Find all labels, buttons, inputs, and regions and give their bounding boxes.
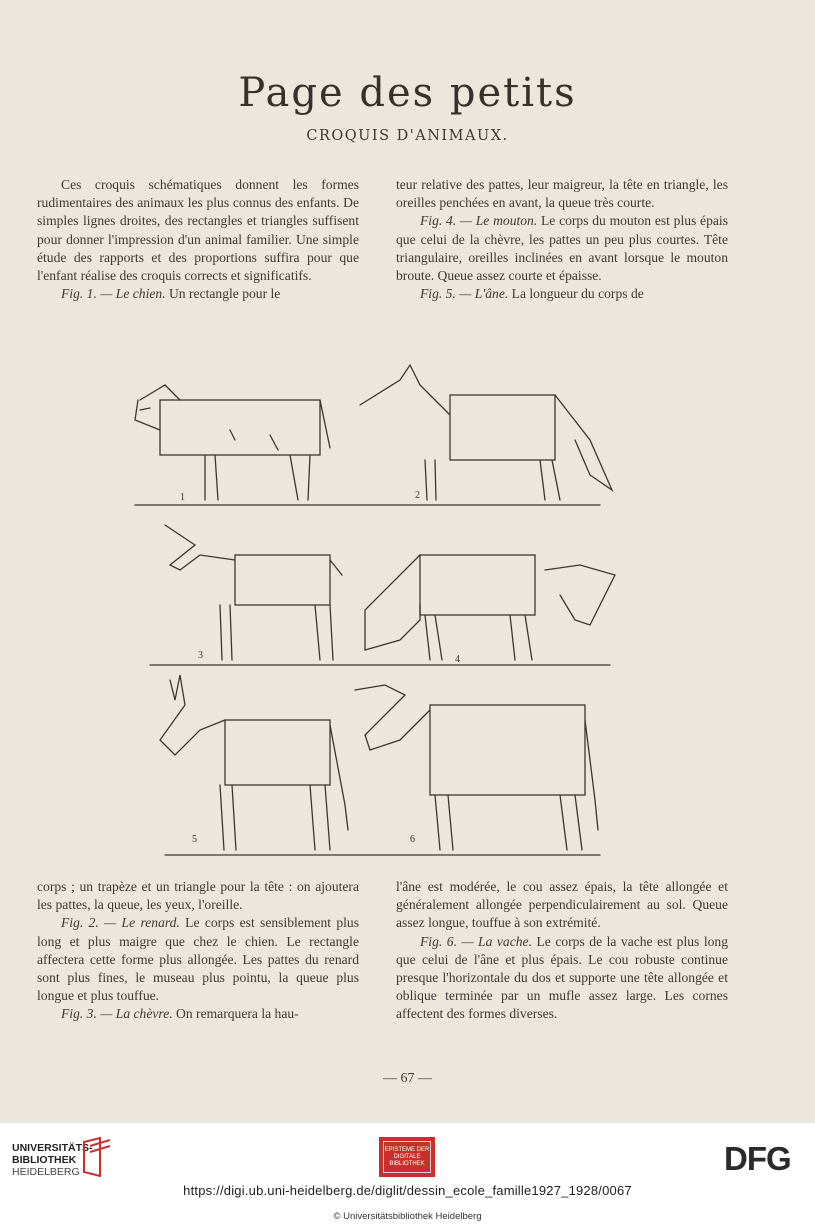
text-column-4 xyxy=(396,878,728,1024)
paragraph-fig1-cont: corps ; un trapèze et un triangle pour la tête : on ajoutera les pattes, la queue, les yeux, l'oreille. xyxy=(37,879,359,913)
dog-sketch xyxy=(135,385,330,500)
fig6-caption-label: Fig. 6. — La vache. xyxy=(420,933,532,949)
fig6-caption-text: Le corps de la vache est plus long que celui de l'âne et plus épais. Le cou robuste continue presque l'horizontale du dos et supporte une tête allongée et oblique terminée par un mufle assez large. Les cornes affectent des formes diverses. xyxy=(396,933,729,1022)
figure-label-2: 2 xyxy=(415,490,420,501)
paragraph-fig3-cont: teur relative des pattes, leur maigreur, la tête en triangle, les oreilles penchées en avant, la queue très courte. xyxy=(396,177,728,211)
page-number: — 67 — xyxy=(383,1071,432,1086)
library-name-line3: HEIDELBERG xyxy=(12,1166,80,1178)
paragraph-fig3 xyxy=(37,1005,359,1023)
fig4-caption-text: Le corps du mouton est plus épais que celui de la chèvre, les pattes un peu plus courtes. Tête triangulaire, oreilles inclinées en avant lorsque le mouton broute. Queue assez courte et épaisse. xyxy=(396,213,728,284)
fig1-caption-text: Un rectangle pour le xyxy=(165,286,281,302)
fox-sketch xyxy=(360,365,612,500)
paragraph-fig1 xyxy=(37,285,359,303)
library-name-line1: UNIVERSITÄTS- xyxy=(12,1142,93,1154)
dfg-logo[interactable]: DFG xyxy=(724,1140,791,1177)
page-subtitle: CROQUIS D'ANIMAUX. xyxy=(306,128,509,144)
figure-label-4: 4 xyxy=(455,654,460,665)
page-title: Page des petits xyxy=(238,70,577,116)
project-logo-line3: BIBLIOTHEK xyxy=(389,1160,425,1167)
figure-label-6: 6 xyxy=(410,834,415,845)
fig1-caption-label: Fig. 1. — Le chien. xyxy=(61,286,166,302)
copyright-notice: © Universitätsbibliothek Heidelberg xyxy=(333,1211,482,1222)
text-column-3 xyxy=(37,878,359,1024)
fig3-caption-text: On remarquera la hau- xyxy=(172,1006,299,1022)
permalink-url[interactable]: https://digi.ub.uni-heidelberg.de/diglit/dessin_ecole_famille1927_1928/0067 xyxy=(183,1183,632,1198)
cow-sketch xyxy=(355,685,598,850)
fig5-caption-text: La longueur du corps de xyxy=(508,286,644,302)
project-logo[interactable] xyxy=(379,1137,435,1177)
figure-label-5: 5 xyxy=(192,834,197,845)
fig2-caption-label: Fig. 2. — Le renard. xyxy=(61,915,180,931)
text-column-1 xyxy=(37,176,359,303)
animal-sketches-figure xyxy=(120,360,620,860)
paragraph-fig5 xyxy=(396,285,728,303)
goat-sketch xyxy=(165,525,342,660)
library-name-line2: BIBLIOTHEK xyxy=(12,1154,77,1166)
text-column-2 xyxy=(396,176,728,303)
fig5-caption-label: Fig. 5. — L'âne. xyxy=(420,286,509,302)
paragraph-fig2 xyxy=(37,914,359,1005)
project-logo-line1: EPISTEME DER xyxy=(384,1146,430,1153)
figure-label-3: 3 xyxy=(198,650,203,661)
paragraph-intro: Ces croquis schématiques donnent les formes rudimentaires des animaux les plus connus des enfants. De simples lignes droites, des rectangles et triangles suffisent pour donner l'impression d'un animal familier. Une simple étude des rapports et des proportions suffira pour que l'enfant réalise des croquis corrects et significatifs. xyxy=(37,177,359,284)
project-logo-line2: DIGITALE xyxy=(393,1153,421,1160)
paragraph-fig6 xyxy=(396,933,728,1024)
project-logo-frame xyxy=(383,1141,431,1173)
paragraph-fig4 xyxy=(396,212,728,285)
donkey-sketch xyxy=(160,675,348,850)
figure-label-1: 1 xyxy=(180,492,185,503)
library-logo-icon[interactable] xyxy=(80,1136,114,1178)
fig3-caption-label: Fig. 3. — La chèvre. xyxy=(61,1006,173,1022)
fig4-caption-label: Fig. 4. — Le mouton. xyxy=(420,213,538,229)
paragraph-fig5-cont: l'âne est modérée, le cou assez épais, la tête allongée et généralement allongée perpendiculairement au sol. Queue assez longue, touffue à son extrémité. xyxy=(396,879,728,931)
fig2-caption-text: Le corps est sensiblement plus long et plus maigre que chez le chien. Le rectangle affectera cette forme plus allongée. Les pattes du renard sont plus fines, le museau plus pointu, la queue plus longue et plus touffue. xyxy=(37,915,360,1004)
sheep-sketch xyxy=(365,555,615,660)
